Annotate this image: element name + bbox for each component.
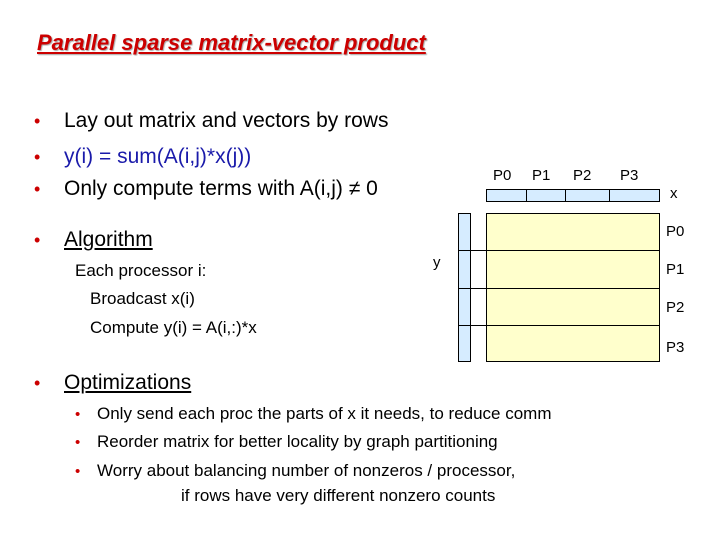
row-divider <box>458 288 660 289</box>
optimization-item-1: • Only send each proc the parts of x it needs, to reduce comm <box>75 404 552 423</box>
row-label-p1: P1 <box>666 261 685 278</box>
slide-title: Parallel sparse matrix-vector product <box>37 30 426 55</box>
algorithm-line-1: Each processor i: <box>75 261 207 280</box>
x-divider <box>526 189 527 202</box>
bullet-dot: • <box>34 373 41 393</box>
algorithm-heading: • Algorithm <box>34 228 153 251</box>
optimization-item-3: • Worry about balancing number of nonzeros / processor, <box>75 461 516 480</box>
x-vector <box>486 189 660 202</box>
algorithm-line-3: Compute y(i) = A(i,:)*x <box>90 318 257 337</box>
bullet-dot: • <box>34 179 41 199</box>
col-label-p2: P2 <box>573 167 592 184</box>
bullet-dot: • <box>34 111 41 131</box>
row-label-p3: P3 <box>666 339 685 356</box>
optimization-continuation: if rows have very different nonzero counts <box>181 486 496 505</box>
optimization-item-2: • Reorder matrix for better locality by graph partitioning <box>75 432 498 451</box>
x-vector-label: x <box>670 185 678 202</box>
col-label-p0: P0 <box>493 167 512 184</box>
bullet-dot: • <box>75 434 81 451</box>
bullet-dot: • <box>34 147 41 167</box>
x-divider <box>609 189 610 202</box>
x-divider <box>565 189 566 202</box>
col-label-p1: P1 <box>532 167 551 184</box>
bullet-formula: • y(i) = sum(A(i,j)*x(j)) <box>34 145 252 168</box>
bullet-dot: • <box>75 406 81 423</box>
row-divider <box>458 325 660 326</box>
bullet-dot: • <box>75 463 81 480</box>
y-vector-label: y <box>433 254 441 271</box>
row-label-p2: P2 <box>666 299 685 316</box>
bullet-rows: • Lay out matrix and vectors by rows <box>34 109 389 132</box>
bullet-nonzero: • Only compute terms with A(i,j) ≠ 0 <box>34 177 378 200</box>
algorithm-line-2: Broadcast x(i) <box>90 289 195 308</box>
optimizations-heading: • Optimizations <box>34 371 192 394</box>
row-divider <box>458 250 660 251</box>
bullet-dot: • <box>34 230 41 250</box>
col-label-p3: P3 <box>620 167 639 184</box>
row-label-p0: P0 <box>666 223 685 240</box>
